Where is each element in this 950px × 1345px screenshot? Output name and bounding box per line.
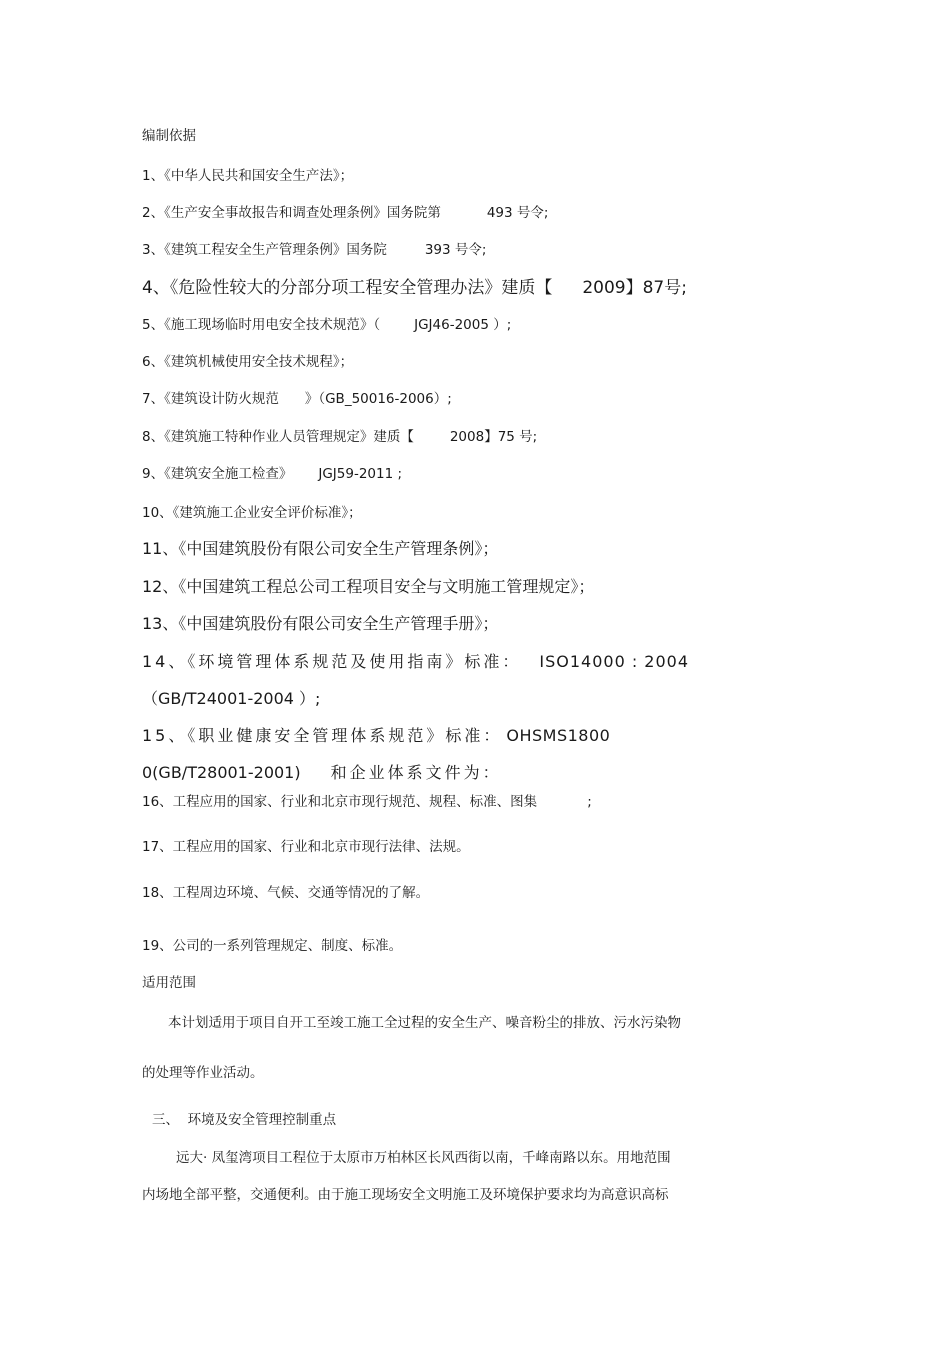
item-number: JGJ46-2005 ）; <box>414 317 512 333</box>
item-text: 12、《中国建筑工程总公司工程项目安全与文明施工管理规定》； <box>142 577 595 596</box>
list-item <box>142 649 689 672</box>
list-item <box>142 313 511 333</box>
list-item <box>142 273 687 298</box>
item-text: 4、《危险性较大的分部分项工程安全管理办法》建质【 <box>142 278 553 298</box>
scope-paragraph-line: 本计划适用于项目自开工至竣工施工全过程的安全生产、噪音粉尘的排放、污水污染物 <box>168 1015 681 1031</box>
item-text: 3、《建筑工程安全生产管理条例》国务院 <box>142 242 387 258</box>
list-item <box>142 934 402 954</box>
item-text: 15、《职业健康安全管理体系规范》标准： <box>142 726 503 745</box>
list-item <box>142 611 498 634</box>
item-number: 393 号令; <box>424 242 487 258</box>
item-text: 5、《施工现场临时用电安全技术规范》（ <box>142 317 381 333</box>
list-item <box>142 462 402 482</box>
body-paragraph-line: 远大· 凤玺湾项目工程位于太原市万柏林区长风西街以南，千峰南路以东。用地范围 <box>176 1150 671 1166</box>
heading-control-points: 三、 环境及安全管理控制重点 <box>152 1112 337 1128</box>
item-text: 9、《建筑安全施工检查》 <box>142 466 293 482</box>
list-item <box>142 835 470 855</box>
list-item <box>142 723 610 746</box>
heading-basis: 编制依据 <box>142 128 196 144</box>
item-number: ISO14000 : 2004 <box>539 652 690 671</box>
item-number: 2008】75 号; <box>449 429 538 445</box>
item-text: ; <box>587 794 592 810</box>
body-paragraph-line: 内场地全部平整，交通便利。由于施工现场安全文明施工及环境保护要求均为高意识高标 <box>142 1187 669 1203</box>
list-item <box>142 201 548 221</box>
item-text: 8、《建筑施工特种作业人员管理规定》建质【 <box>142 429 414 445</box>
list-item <box>142 238 486 258</box>
item-text: 10、《建筑施工企业安全评价标准》； <box>142 505 362 521</box>
item-text: 7、《建筑设计防火规范 <box>142 391 279 407</box>
item-number: 0(GB/T28001-2001) <box>142 763 301 782</box>
item-text: 19、公司的一系列管理规定、制度、标准。 <box>142 938 403 954</box>
list-item <box>142 350 353 370</box>
list-item <box>142 387 452 407</box>
item-text: （GB/T24001-2004 ）; <box>142 689 321 708</box>
item-number: 》（GB_50016-2006）; <box>304 391 452 407</box>
item-text: 2、《生产安全事故报告和调查处理条例》国务院第 <box>142 205 441 221</box>
item-text: 18、工程周边环境、气候、交通等情况的了解。 <box>142 885 430 901</box>
item-text: 13、《中国建筑股份有限公司安全生产管理手册》； <box>142 614 499 633</box>
list-item-continued <box>142 760 502 783</box>
list-item <box>142 164 353 184</box>
item-text: 14、《环境管理体系规范及使用指南》标准： <box>142 652 522 671</box>
item-number: 2009】87号; <box>582 278 687 298</box>
item-text: 1、《中华人民共和国安全生产法》； <box>142 168 354 184</box>
scope-paragraph-line: 的处理等作业活动。 <box>142 1065 264 1081</box>
item-text: 和企业体系文件为： <box>330 763 502 782</box>
list-item <box>142 536 498 559</box>
item-text: 11、《中国建筑股份有限公司安全生产管理条例》； <box>142 539 499 558</box>
heading-scope: 适用范围 <box>142 975 196 991</box>
list-item <box>142 790 592 810</box>
item-number: 493 号令; <box>486 205 549 221</box>
item-text: 6、《建筑机械使用安全技术规程》； <box>142 354 354 370</box>
list-item <box>142 574 594 597</box>
item-text: 17、工程应用的国家、行业和北京市现行法律、法规。 <box>142 839 470 855</box>
list-item <box>142 501 362 521</box>
list-item <box>142 881 429 901</box>
item-number: OHSMS1800 <box>506 726 611 745</box>
list-item <box>142 425 537 445</box>
list-item-continued <box>142 686 320 709</box>
item-text: 16、工程应用的国家、行业和北京市现行规范、规程、标准、图集 <box>142 794 538 810</box>
item-number: JGJ59-2011 ; <box>318 466 403 482</box>
